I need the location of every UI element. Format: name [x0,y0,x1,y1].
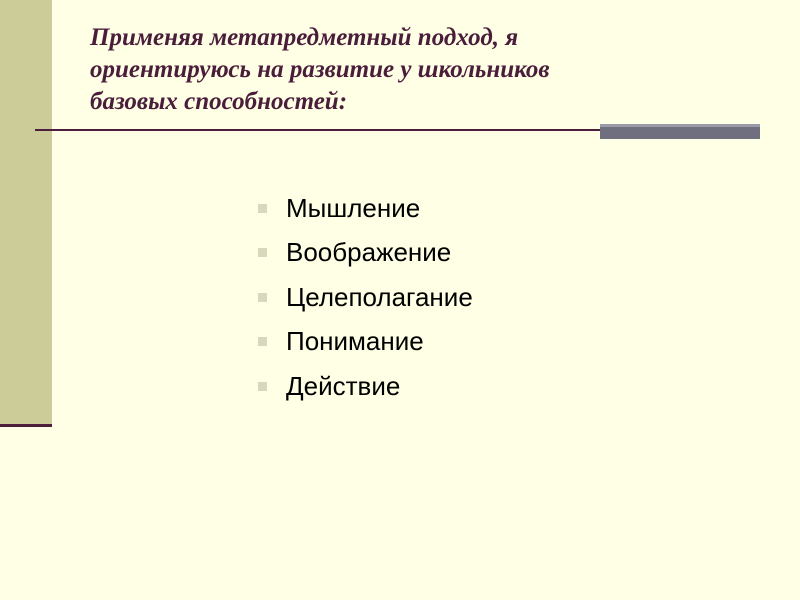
side-accent-bar [0,0,52,425]
side-accent-underline [0,424,52,427]
title-divider-line [35,129,635,131]
square-bullet-icon [258,204,267,213]
title-divider-accent [600,124,760,139]
bullet-text: Мышление [286,192,421,223]
bullet-text: Воображение [286,237,452,268]
square-bullet-icon [258,337,267,346]
square-bullet-icon [258,248,267,257]
bullet-text: Понимание [286,326,424,357]
bullet-item-goal-setting [258,275,473,320]
bullet-item-thinking [258,186,473,231]
square-bullet-icon [258,382,267,391]
bullet-item-action [258,364,473,409]
bullet-text: Действие [286,370,401,401]
bullet-list [258,186,473,409]
bullet-item-imagination [258,231,473,276]
square-bullet-icon [258,293,267,302]
bullet-item-understanding [258,320,473,365]
slide-title: Применяя метапредметный подход, я ориентируюсь на развитие у школьников базовых способностей: [90,24,550,115]
bullet-text: Целеполагание [286,281,473,312]
